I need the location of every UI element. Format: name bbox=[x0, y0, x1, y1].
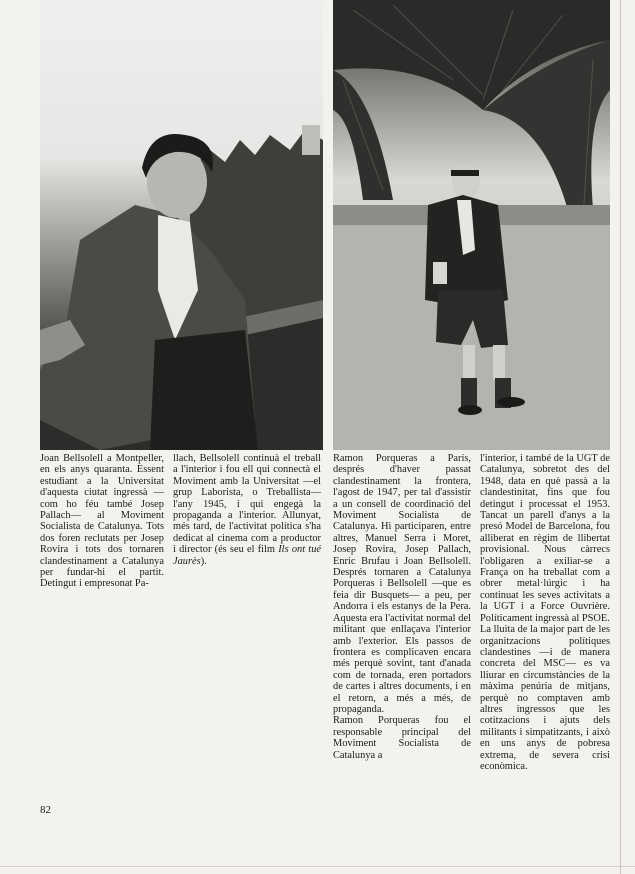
photo-ramon-porqueras bbox=[333, 0, 610, 450]
page-number: 82 bbox=[40, 804, 51, 816]
photo-caption-left: Joan Bellsolell a Montpeller, en els anys quaranta. bbox=[40, 453, 164, 476]
column-3-text: Hi participaren, entre altres, Manuel Serra i Moret, Josep Rovira, Josep Pallach, Enric Brufau i Joan Bellsolell. Després tornaren a Catalunya Porqueras i Bellsolell —que es feia dir Busquets— a peu, per Andorra i els estanys de la Pera. Aquesta era l'activitat normal del militant que enllaçava l'interior amb l'exterior. Els passos de frontera es complicaven encara més perquè sovint, tant d'anada com de tornada, eren portadors de cartes i altres documents, i en el retorn, a més a més, de propaganda. bbox=[333, 521, 471, 715]
column-1-text: Essent estudiant a la Universitat d'aquesta ciutat ingressà —com ho féu també Josep Pallach— al Moviment Socialista de Catalunya. Tots dos foren reclutats per Josep Rovira i tots dos tornaren clandestinament a Catalunya per fundar-hi el partit. Detingut i empresonat Pa- bbox=[40, 464, 164, 590]
page-edge-bottom bbox=[0, 866, 635, 867]
photo-joan-bellsolell bbox=[40, 0, 323, 450]
page-edge-right bbox=[620, 0, 621, 874]
text-column-3 bbox=[333, 453, 471, 761]
photo-caption-right: Ramon Porqueras a París, després d'haver passat clandestinament la frontera, l'agost de 1947, per tal d'assistir a un consell de coordinació del Moviment Socialista de Catalunya. bbox=[333, 453, 471, 533]
text-column-2 bbox=[173, 453, 321, 567]
text-column-4 bbox=[480, 453, 610, 772]
text-column-1 bbox=[40, 453, 164, 590]
column-3-paragraph-2: Ramon Porqueras fou el responsable principal del Moviment Socialista de Catalunya a bbox=[333, 715, 471, 761]
column-2-text: llach, Bellsolell continuà el treball a l'interior i fou ell qui connectà el Moviment amb la Universitat —el grup Laborista, o Treballista— l'any 1945, i qui engegà la propaganda a l'interior. Allunyat, més tard, de l'activitat política s'ha dedicat al cinema com a productor i director (és seu el film bbox=[173, 453, 321, 556]
column-4-paragraph-1: l'interior, i també de la UGT de Catalunya, sobretot des del 1948, data en què passà a la clandestinitat, fins que fou detingut i processat el 1953. Tancat un parell d'anys a la presó Model de Barcelona, fou alliberat en règim de llibertat provisional. Nous càrrecs l'obligaren a exiliar-se a França on ha treballat com a obrer metal·lúrgic i ha continuat les seves activitats a la UGT i a Force Ouvrière. Políticament ingressà al PSOE. bbox=[480, 453, 610, 624]
photo-right-drawing bbox=[333, 0, 610, 450]
column-4-paragraph-2: La lluita de la major part de les organitzacions polítiques clandestines —i de manera concreta del MSC— es va lliurar en circumstàncies de la màxima penúria de mitjans, perquè no comptaven amb altres ingressos que les cotitzacions i ajuts dels militants i simpatitzants, i això en uns anys de pobresa extrema, de severa crisi econòmica. bbox=[480, 624, 610, 772]
column-2-text-end: ). bbox=[200, 555, 207, 567]
photo-left-drawing bbox=[40, 0, 323, 450]
film-title: Ils ont tué Jaurès bbox=[173, 544, 321, 567]
